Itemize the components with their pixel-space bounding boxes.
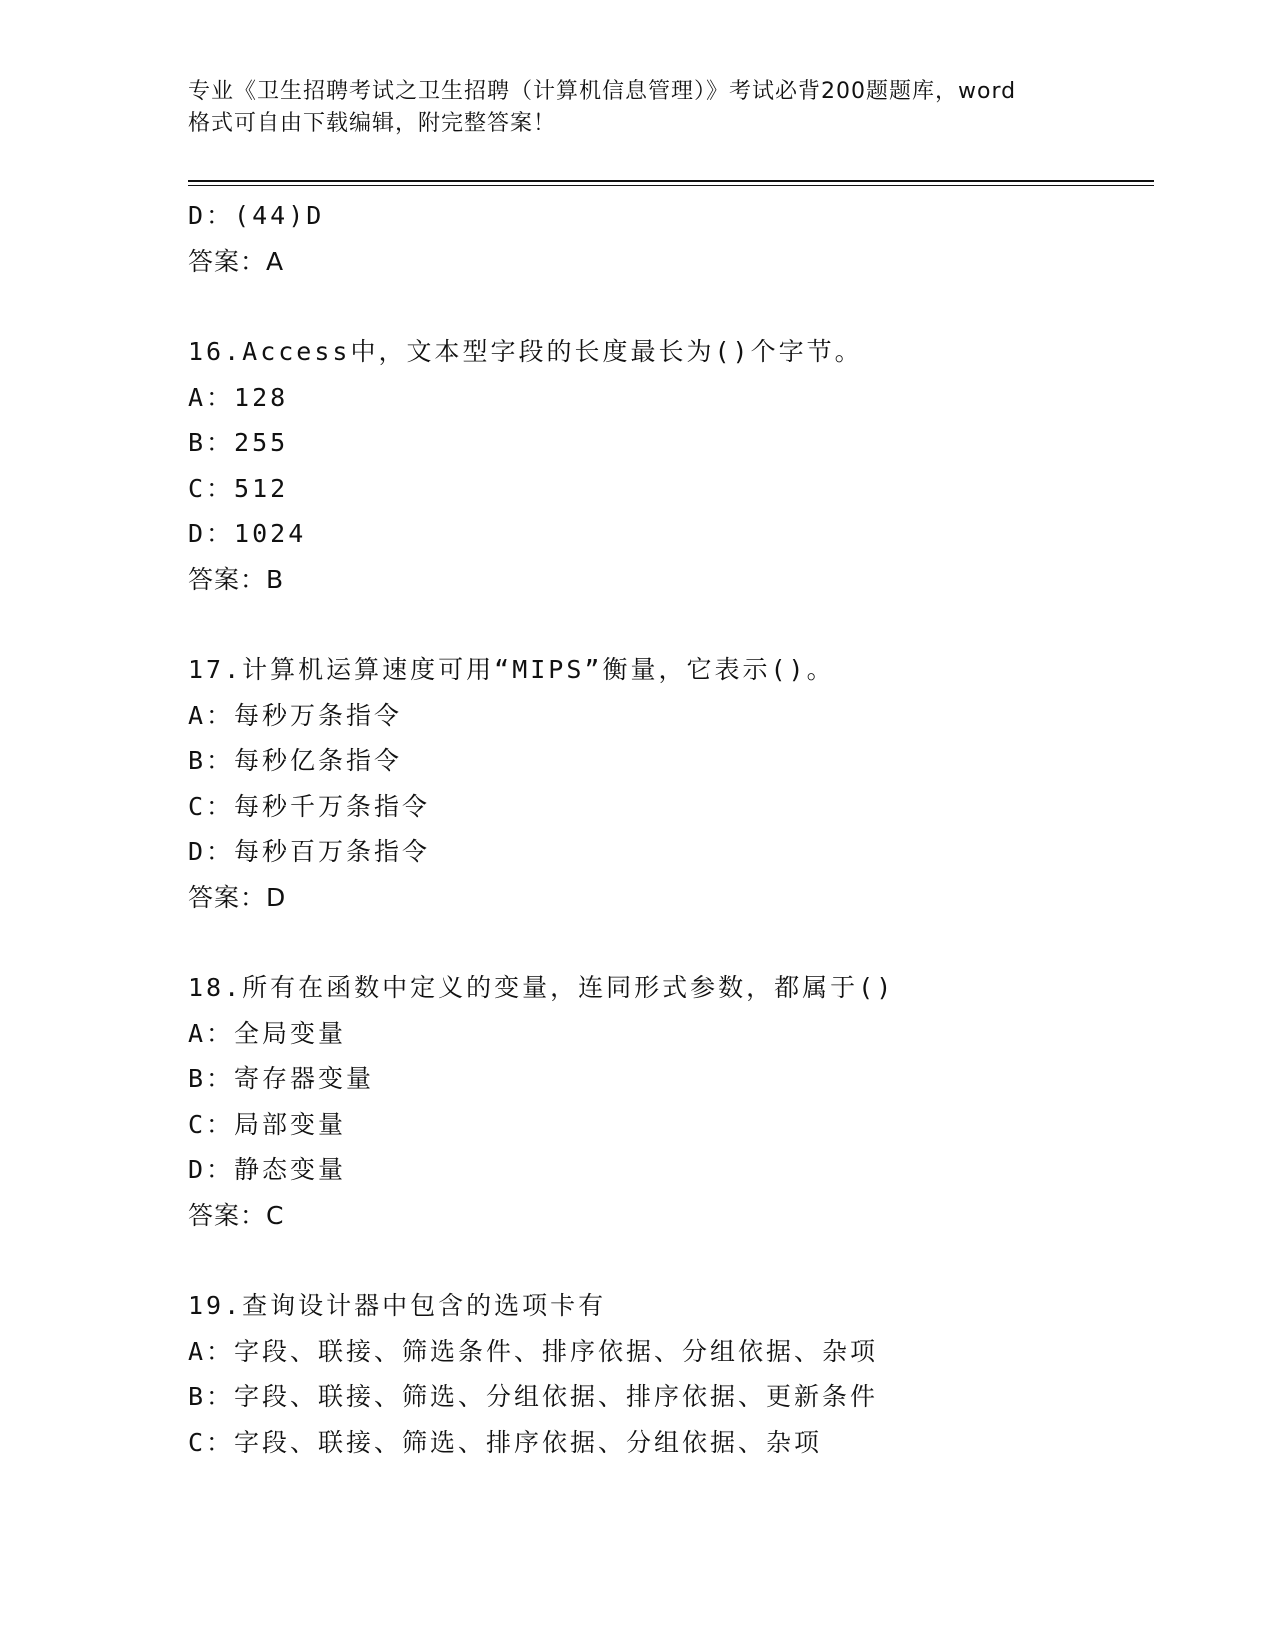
option-d: D：每秒百万条指令 xyxy=(188,837,431,866)
option-a: A：128 xyxy=(188,382,289,412)
question-stem: 19.查询设计器中包含的选项卡有 xyxy=(188,1291,607,1320)
question-19 xyxy=(188,1283,1154,1465)
document-body xyxy=(188,193,1154,1465)
header-line-1: 专业《卫生招聘考试之卫生招聘（计算机信息管理）》考试必背200题题库，word xyxy=(188,79,1017,104)
option-d: D：1024 xyxy=(188,519,307,548)
previous-question-tail xyxy=(188,193,1154,284)
question-18 xyxy=(188,965,1154,1238)
spacer xyxy=(188,602,1154,647)
option-d: D：静态变量 xyxy=(188,1155,347,1184)
question-stem: 16.Access中，文本型字段的长度最长为()个字节。 xyxy=(188,337,863,366)
option-b: B：每秒亿条指令 xyxy=(188,746,403,775)
option-a: A：每秒万条指令 xyxy=(188,700,403,730)
header-divider-thin xyxy=(188,185,1154,186)
answer-line: 答案：D xyxy=(188,882,287,912)
spacer xyxy=(188,284,1154,329)
option-b: B：寄存器变量 xyxy=(188,1064,375,1093)
answer-line: 答案：C xyxy=(188,1200,285,1230)
question-17 xyxy=(188,647,1154,920)
document-header xyxy=(188,76,1088,140)
option-d: D：(44)D xyxy=(188,201,325,230)
option-b: B：字段、联接、筛选、分组依据、排序依据、更新条件 xyxy=(188,1382,879,1411)
answer-line: 答案：A xyxy=(188,246,285,276)
answer-line: 答案：B xyxy=(188,564,285,594)
question-16 xyxy=(188,329,1154,602)
option-c: C：字段、联接、筛选、排序依据、分组依据、杂项 xyxy=(188,1427,823,1457)
question-stem: 18.所有在函数中定义的变量，连同形式参数，都属于() xyxy=(188,973,895,1002)
option-c: C：局部变量 xyxy=(188,1109,347,1139)
spacer xyxy=(188,1238,1154,1283)
spacer xyxy=(188,920,1154,965)
option-c: C：每秒千万条指令 xyxy=(188,791,431,821)
option-b: B：255 xyxy=(188,428,289,457)
header-line-2: 格式可自由下载编辑，附完整答案！ xyxy=(188,111,557,136)
question-stem: 17.计算机运算速度可用“MIPS”衡量，它表示()。 xyxy=(188,655,835,684)
option-c: C：512 xyxy=(188,473,289,503)
header-divider-thick xyxy=(188,180,1154,182)
option-a: A：字段、联接、筛选条件、排序依据、分组依据、杂项 xyxy=(188,1336,879,1366)
option-a: A：全局变量 xyxy=(188,1018,347,1048)
